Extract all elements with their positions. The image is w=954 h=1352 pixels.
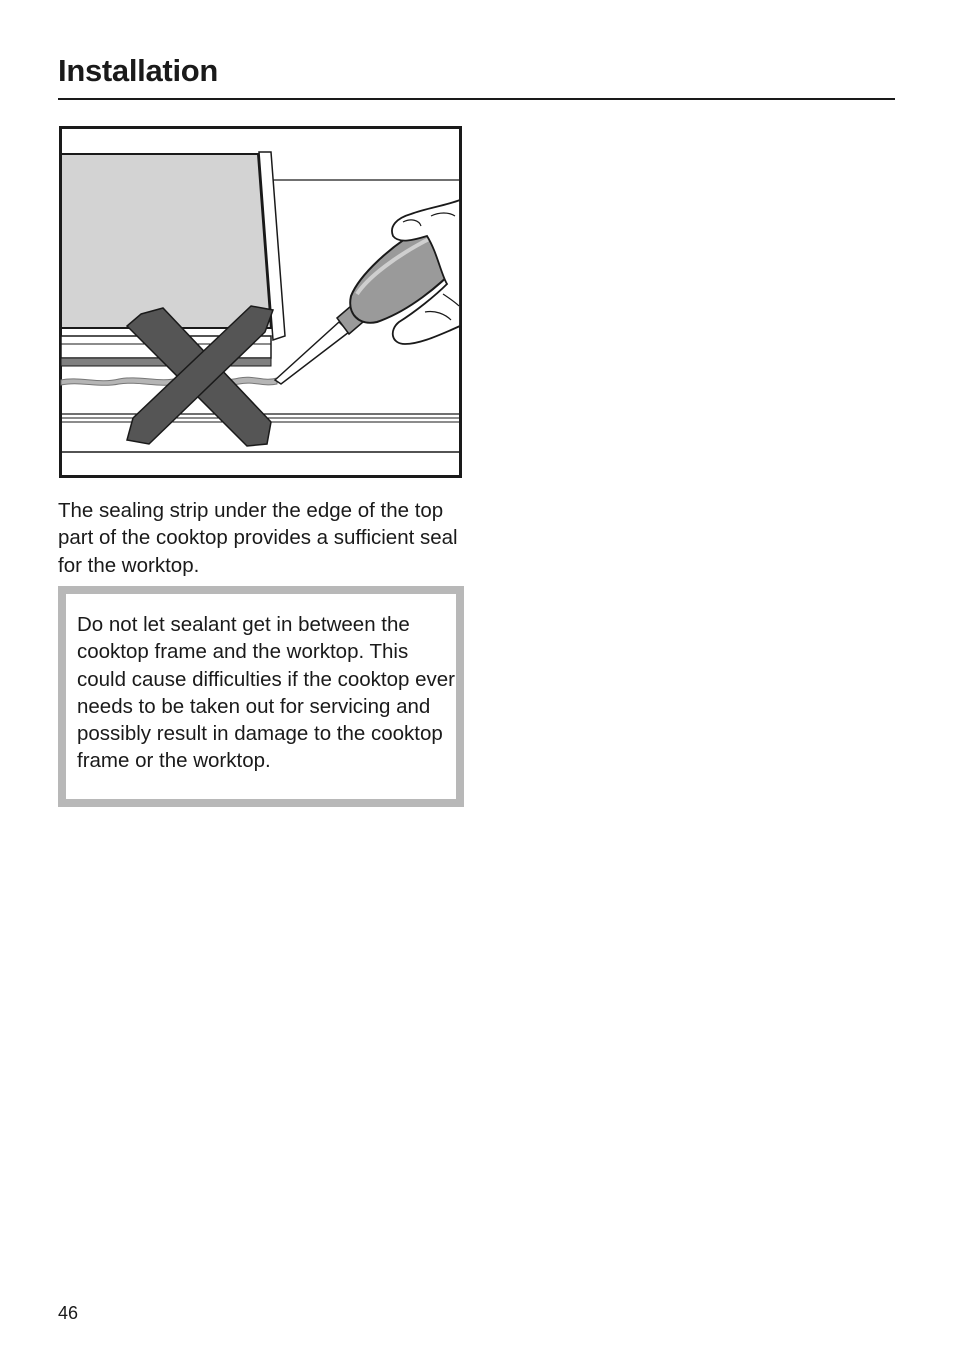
warning-text: Do not let sealant get in between the cooktop frame and the worktop. This could cause difficulties if the cooktop ever needs to be taken out for servicing and possibly result in damage to the cooktop frame or the worktop.	[77, 613, 455, 773]
sealant-gun-do-not-icon	[59, 126, 462, 478]
title-rule	[58, 98, 895, 100]
warning-box	[58, 586, 464, 807]
body-paragraph: The sealing strip under the edge of the top part of the cooktop provides a sufficient seal for the worktop.	[58, 499, 458, 577]
cooktop-glass	[61, 154, 271, 328]
page-title: Installation	[58, 53, 219, 88]
page-number: 46	[58, 1303, 79, 1323]
